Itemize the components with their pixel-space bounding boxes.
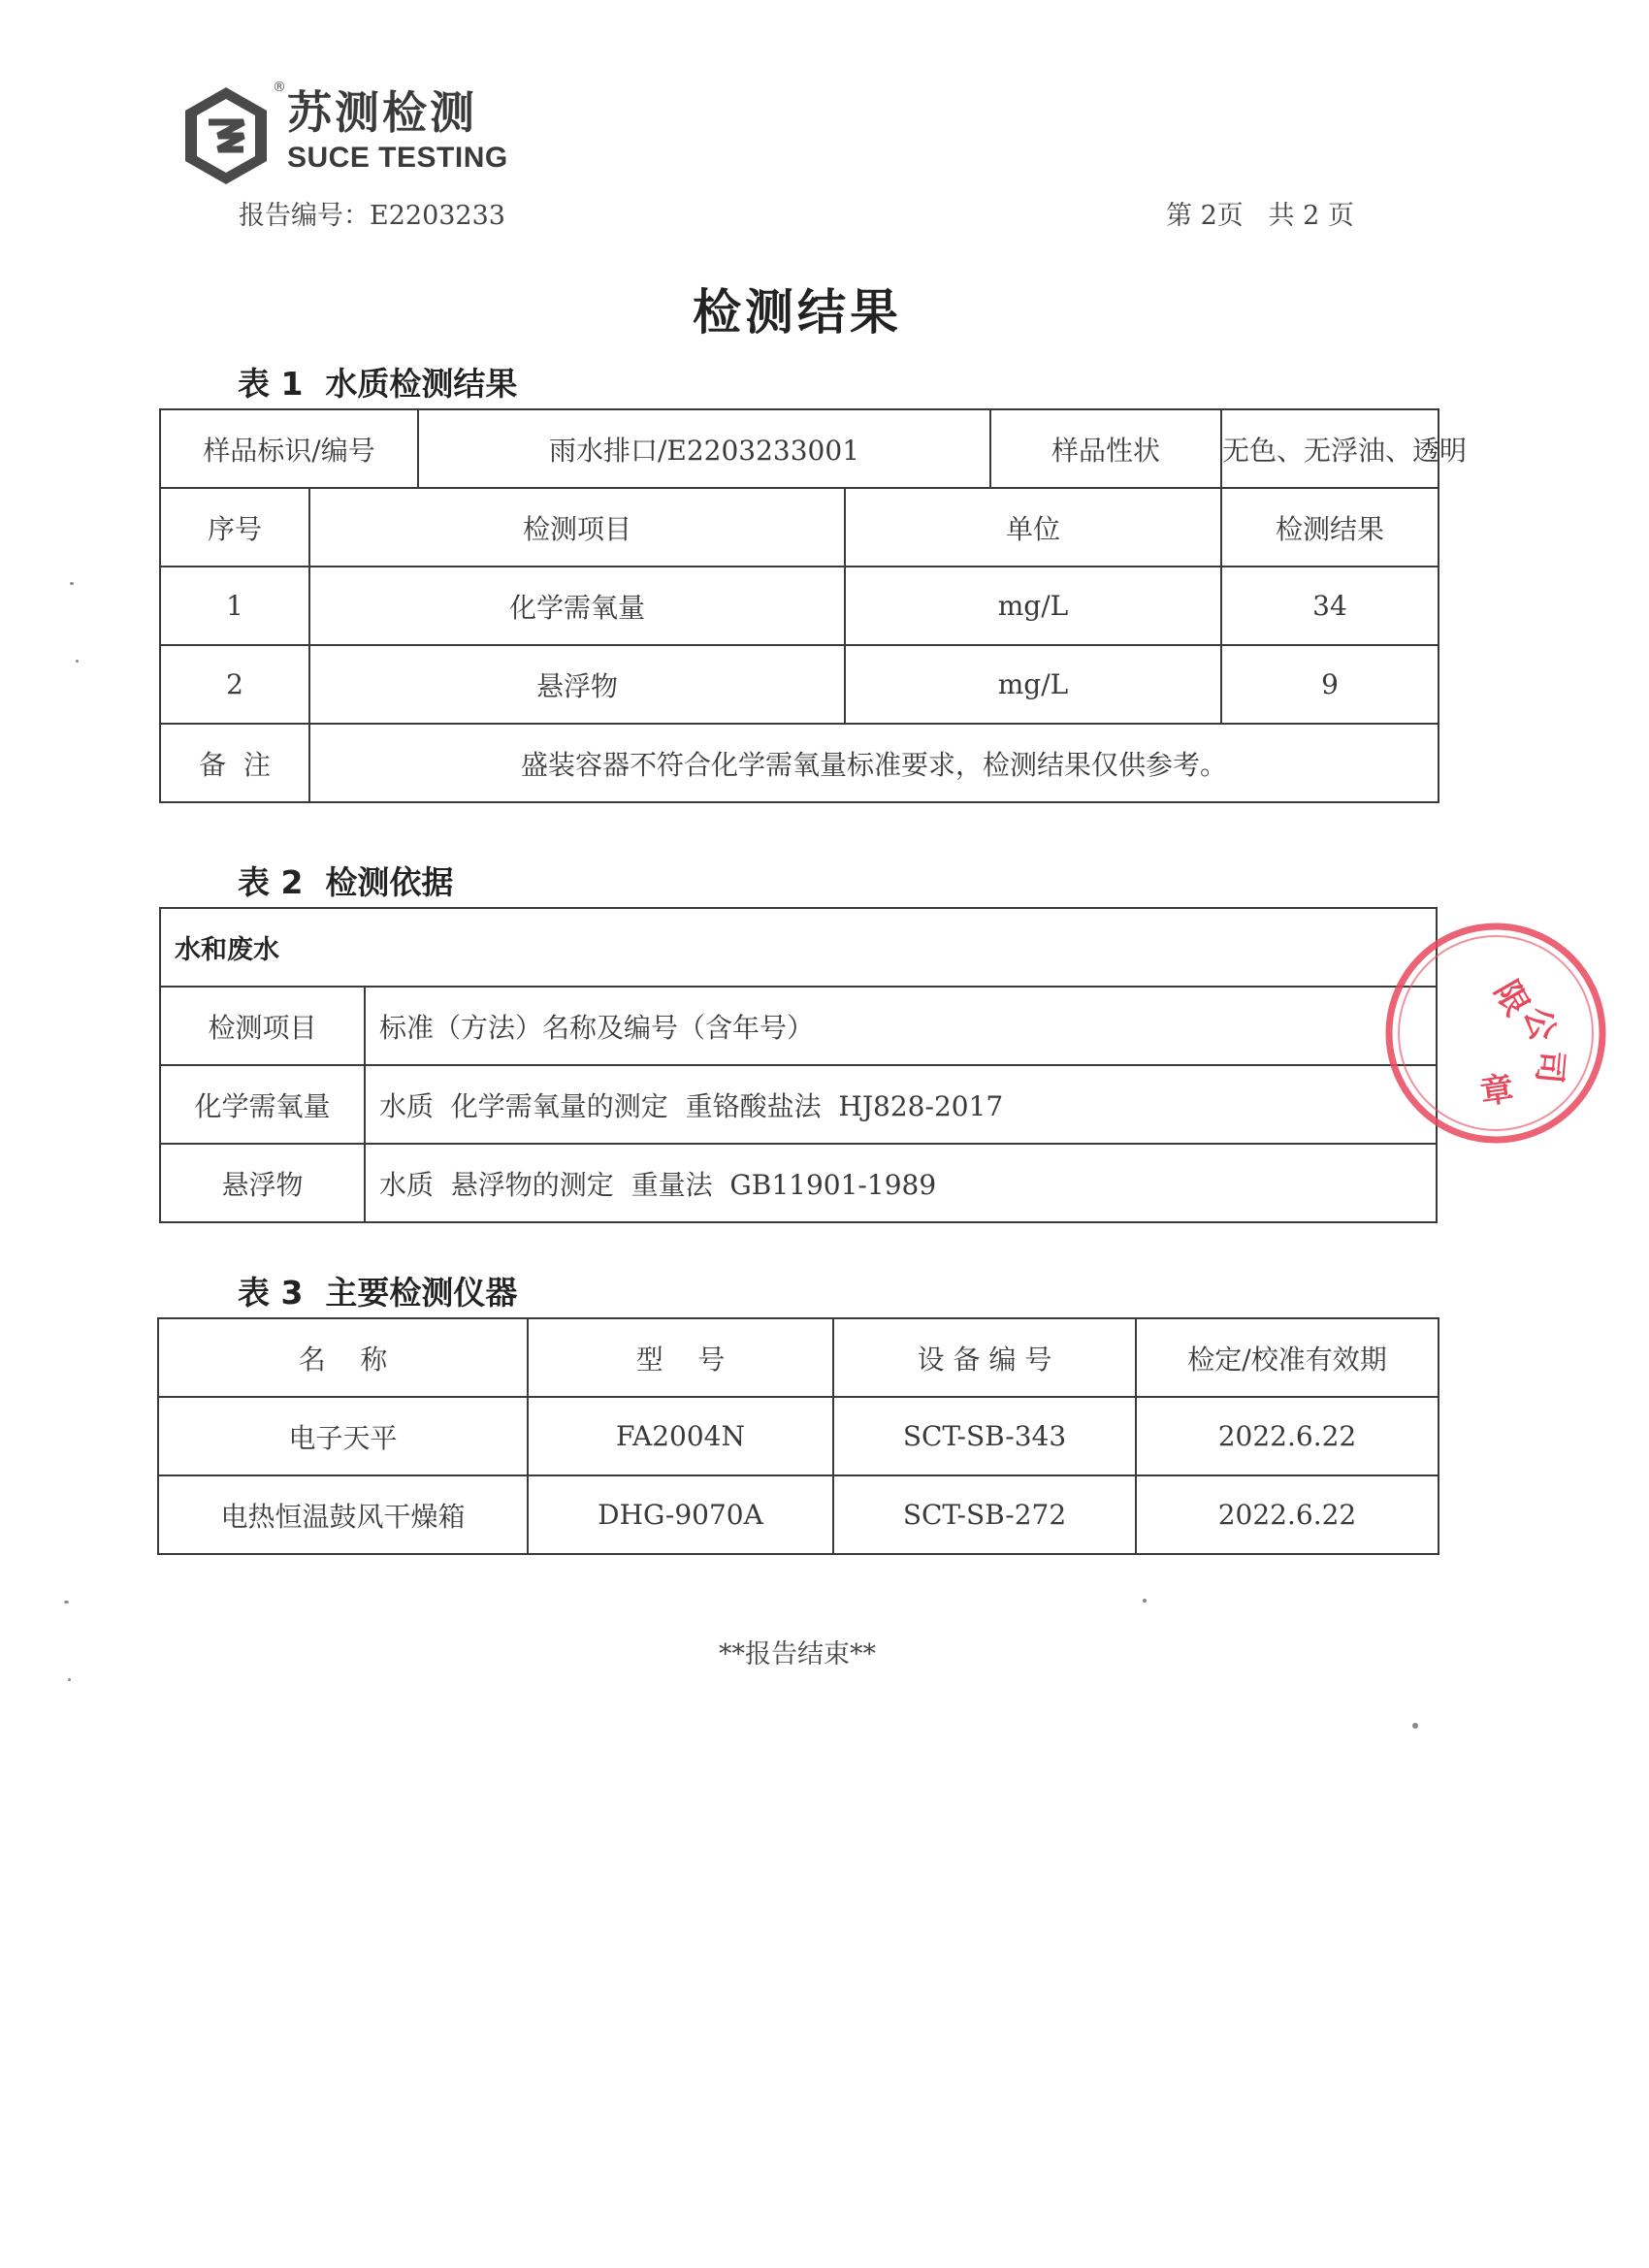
instruments-table xyxy=(157,1317,1439,1555)
header-method: 标准（方法）名称及编号（含年号） xyxy=(365,987,1437,1065)
row-item: 化学需氧量 xyxy=(309,567,845,645)
table-row xyxy=(160,645,1439,724)
table-row xyxy=(158,1475,1439,1554)
row-valid: 2022.6.22 xyxy=(1136,1397,1439,1475)
row-code: SCT-SB-343 xyxy=(833,1397,1136,1475)
header-unit: 单位 xyxy=(845,488,1221,567)
table-row xyxy=(160,1144,1437,1222)
header-model: 型 号 xyxy=(528,1318,833,1397)
sample-id-value: 雨水排口/E2203233001 xyxy=(418,409,990,488)
header-item: 检测项目 xyxy=(160,987,365,1065)
document-title: 检测结果 xyxy=(693,284,902,340)
row-item: 悬浮物 xyxy=(309,645,845,724)
svg-text:章: 章 xyxy=(1477,1069,1516,1113)
row-model: DHG-9070A xyxy=(528,1475,833,1554)
sample-id-label: 样品标识/编号 xyxy=(160,409,418,488)
row-code: SCT-SB-272 xyxy=(833,1475,1136,1554)
table-row xyxy=(160,567,1439,645)
table-row xyxy=(158,1397,1439,1475)
table1-caption: 表 1 水质检测结果 xyxy=(238,365,518,403)
svg-text:司: 司 xyxy=(1529,1049,1570,1085)
remark-label: 备 注 xyxy=(160,724,309,802)
row-no: 2 xyxy=(160,645,309,724)
group-label: 水和废水 xyxy=(160,908,1437,987)
row-unit: mg/L xyxy=(845,567,1221,645)
row-result: 9 xyxy=(1221,645,1439,724)
row-valid: 2022.6.22 xyxy=(1136,1475,1439,1554)
report-end-mark: **报告结束** xyxy=(719,1639,876,1669)
row-name: 电子天平 xyxy=(158,1397,528,1475)
svg-text:限: 限 xyxy=(1486,974,1536,1022)
row-item: 悬浮物 xyxy=(160,1144,365,1222)
water-quality-results-table xyxy=(159,408,1468,803)
table3-header-row xyxy=(158,1318,1439,1397)
table2-header-row xyxy=(160,987,1437,1065)
logo-name-cn: 苏测检测 xyxy=(287,86,477,139)
logo-name-en: SUCE TESTING xyxy=(287,142,508,174)
row-item: 化学需氧量 xyxy=(160,1065,365,1144)
table-row xyxy=(160,1065,1437,1144)
header-valid: 检定/校准有效期 xyxy=(1136,1318,1439,1397)
header-result: 检测结果 xyxy=(1221,488,1439,567)
row-model: FA2004N xyxy=(528,1397,833,1475)
registered-mark: ® xyxy=(273,80,286,95)
sample-state-label: 样品性状 xyxy=(990,409,1221,488)
table3-caption: 表 3 主要检测仪器 xyxy=(238,1274,518,1312)
page-number: 第 2页 共 2 页 xyxy=(1166,201,1354,231)
test-basis-table xyxy=(159,907,1438,1223)
row-unit: mg/L xyxy=(845,645,1221,724)
header-no: 序号 xyxy=(160,488,309,567)
row-method: 水质 化学需氧量的测定 重铬酸盐法 HJ828-2017 xyxy=(365,1065,1437,1144)
sample-state-value: 无色、无浮油、透明 xyxy=(1221,409,1439,488)
header-item: 检测项目 xyxy=(309,488,845,567)
company-seal-stamp xyxy=(1455,922,1630,1145)
remark-value: 盛装容器不符合化学需氧量标准要求，检测结果仅供参考。 xyxy=(309,724,1439,802)
table1-header-row xyxy=(160,488,1439,567)
row-method: 水质 悬浮物的测定 重量法 GB11901-1989 xyxy=(365,1144,1437,1222)
sample-info-row xyxy=(160,409,1439,488)
row-result: 34 xyxy=(1221,567,1439,645)
table2-caption: 表 2 检测依据 xyxy=(238,863,454,901)
svg-text:公: 公 xyxy=(1516,1002,1563,1046)
group-row xyxy=(160,908,1437,987)
row-name: 电热恒温鼓风干燥箱 xyxy=(158,1475,528,1554)
report-number: 报告编号：E2203233 xyxy=(239,201,505,231)
suce-logo-icon xyxy=(179,83,273,188)
row-no: 1 xyxy=(160,567,309,645)
header-name: 名 称 xyxy=(158,1318,528,1397)
remark-row xyxy=(160,724,1439,802)
header-code: 设 备 编 号 xyxy=(833,1318,1136,1397)
